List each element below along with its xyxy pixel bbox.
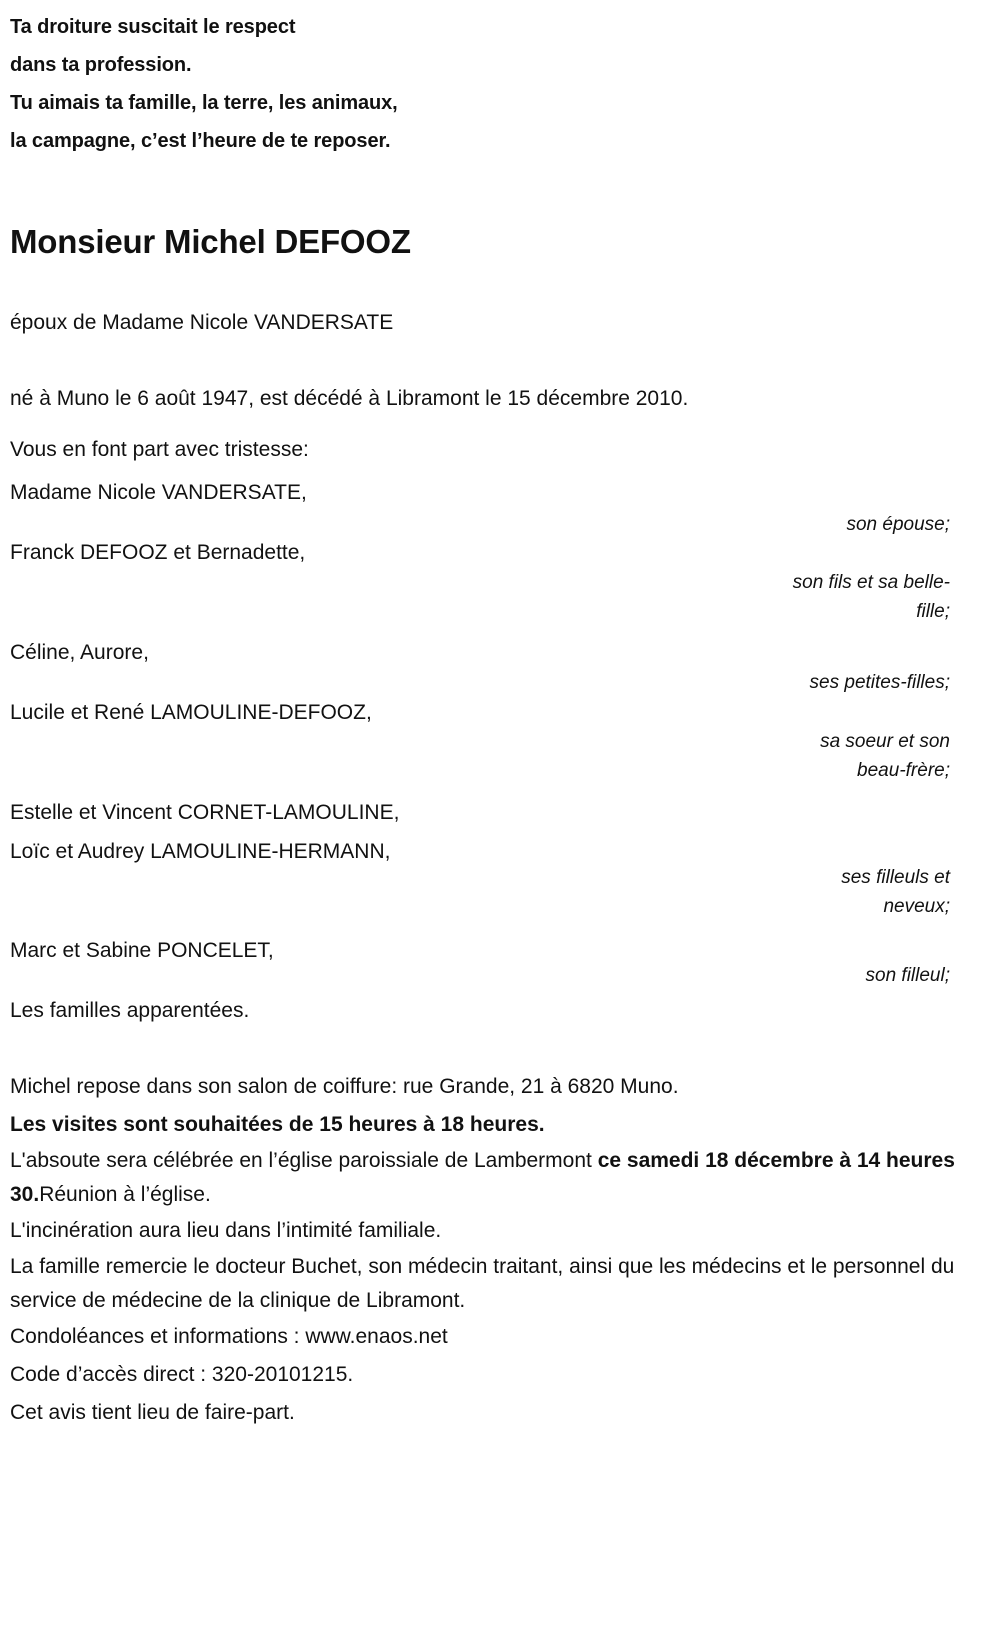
family-relation-label: son épouse;	[846, 514, 950, 535]
family-relation-label: beau-frère;	[857, 760, 950, 781]
family-relation-label: fille;	[916, 601, 950, 622]
absoute-prefix: L'absoute sera célébrée en l’église paroissiale de Lambermont	[10, 1149, 598, 1172]
family-member-name: Estelle et Vincent CORNET-LAMOULINE,	[10, 801, 400, 824]
visiting-hours: Les visites sont souhaitées de 15 heures à 18 heures.	[10, 1113, 545, 1136]
absoute-datetime: ce samedi 18 décembre à 14 heures 30.	[10, 1149, 955, 1206]
condolences-line: Condoléances et informations : www.enaos.net	[10, 1325, 448, 1348]
family-member-name: Franck DEFOOZ et Bernadette,	[10, 541, 306, 564]
faire-part-note: Cet avis tient lieu de faire-part.	[10, 1401, 295, 1424]
absoute-suffix: Réunion à l’église.	[39, 1183, 211, 1206]
deceased-name: Monsieur Michel DEFOOZ	[10, 223, 411, 260]
poem-line: dans ta profession.	[10, 54, 192, 76]
birth-death-line: né à Muno le 6 août 1947, est décédé à Libramont le 15 décembre 2010.	[10, 387, 689, 410]
family-listing	[0, 478, 1000, 1038]
poem-line: Ta droiture suscitait le respect	[10, 16, 296, 38]
family-member-name: Marc et Sabine PONCELET,	[10, 939, 274, 962]
family-relation-label: neveux;	[883, 896, 950, 917]
family-member-name: Lucile et René LAMOULINE-DEFOOZ,	[10, 701, 372, 724]
memorial-poem	[10, 8, 950, 160]
family-member-name: Les familles apparentées.	[10, 999, 250, 1022]
poem-line: Tu aimais ta famille, la terre, les animaux,	[10, 92, 398, 114]
announcement-intro: Vous en font part avec tristesse:	[10, 438, 309, 461]
family-relation-label: sa soeur et son	[820, 731, 950, 752]
closing-details	[10, 1068, 955, 1432]
family-member-name: Céline, Aurore,	[10, 641, 149, 664]
absoute-service	[10, 1144, 955, 1212]
repose-location: Michel repose dans son salon de coiffure: rue Grande, 21 à 6820 Muno.	[10, 1075, 679, 1098]
family-relation-label: ses petites-filles;	[809, 672, 950, 693]
incineration-note: L'incinération aura lieu dans l’intimité familiale.	[10, 1219, 442, 1242]
thanks-note: La famille remercie le docteur Buchet, son médecin traitant, ainsi que les médecins et le personnel du service de médecine de la clinique de Libramont.	[10, 1255, 955, 1312]
family-relation-label: son fils et sa belle-	[792, 572, 950, 593]
family-member-name: Loïc et Audrey LAMOULINE-HERMANN,	[10, 840, 391, 863]
poem-line: la campagne, c’est l’heure de te reposer.	[10, 130, 391, 152]
access-code-line: Code d’accès direct : 320-20101215.	[10, 1363, 354, 1386]
family-relation-label: ses filleuls et	[841, 867, 950, 888]
family-member-name: Madame Nicole VANDERSATE,	[10, 481, 307, 504]
family-relation-label: son filleul;	[865, 965, 950, 986]
spouse-line: époux de Madame Nicole VANDERSATE	[10, 311, 394, 334]
